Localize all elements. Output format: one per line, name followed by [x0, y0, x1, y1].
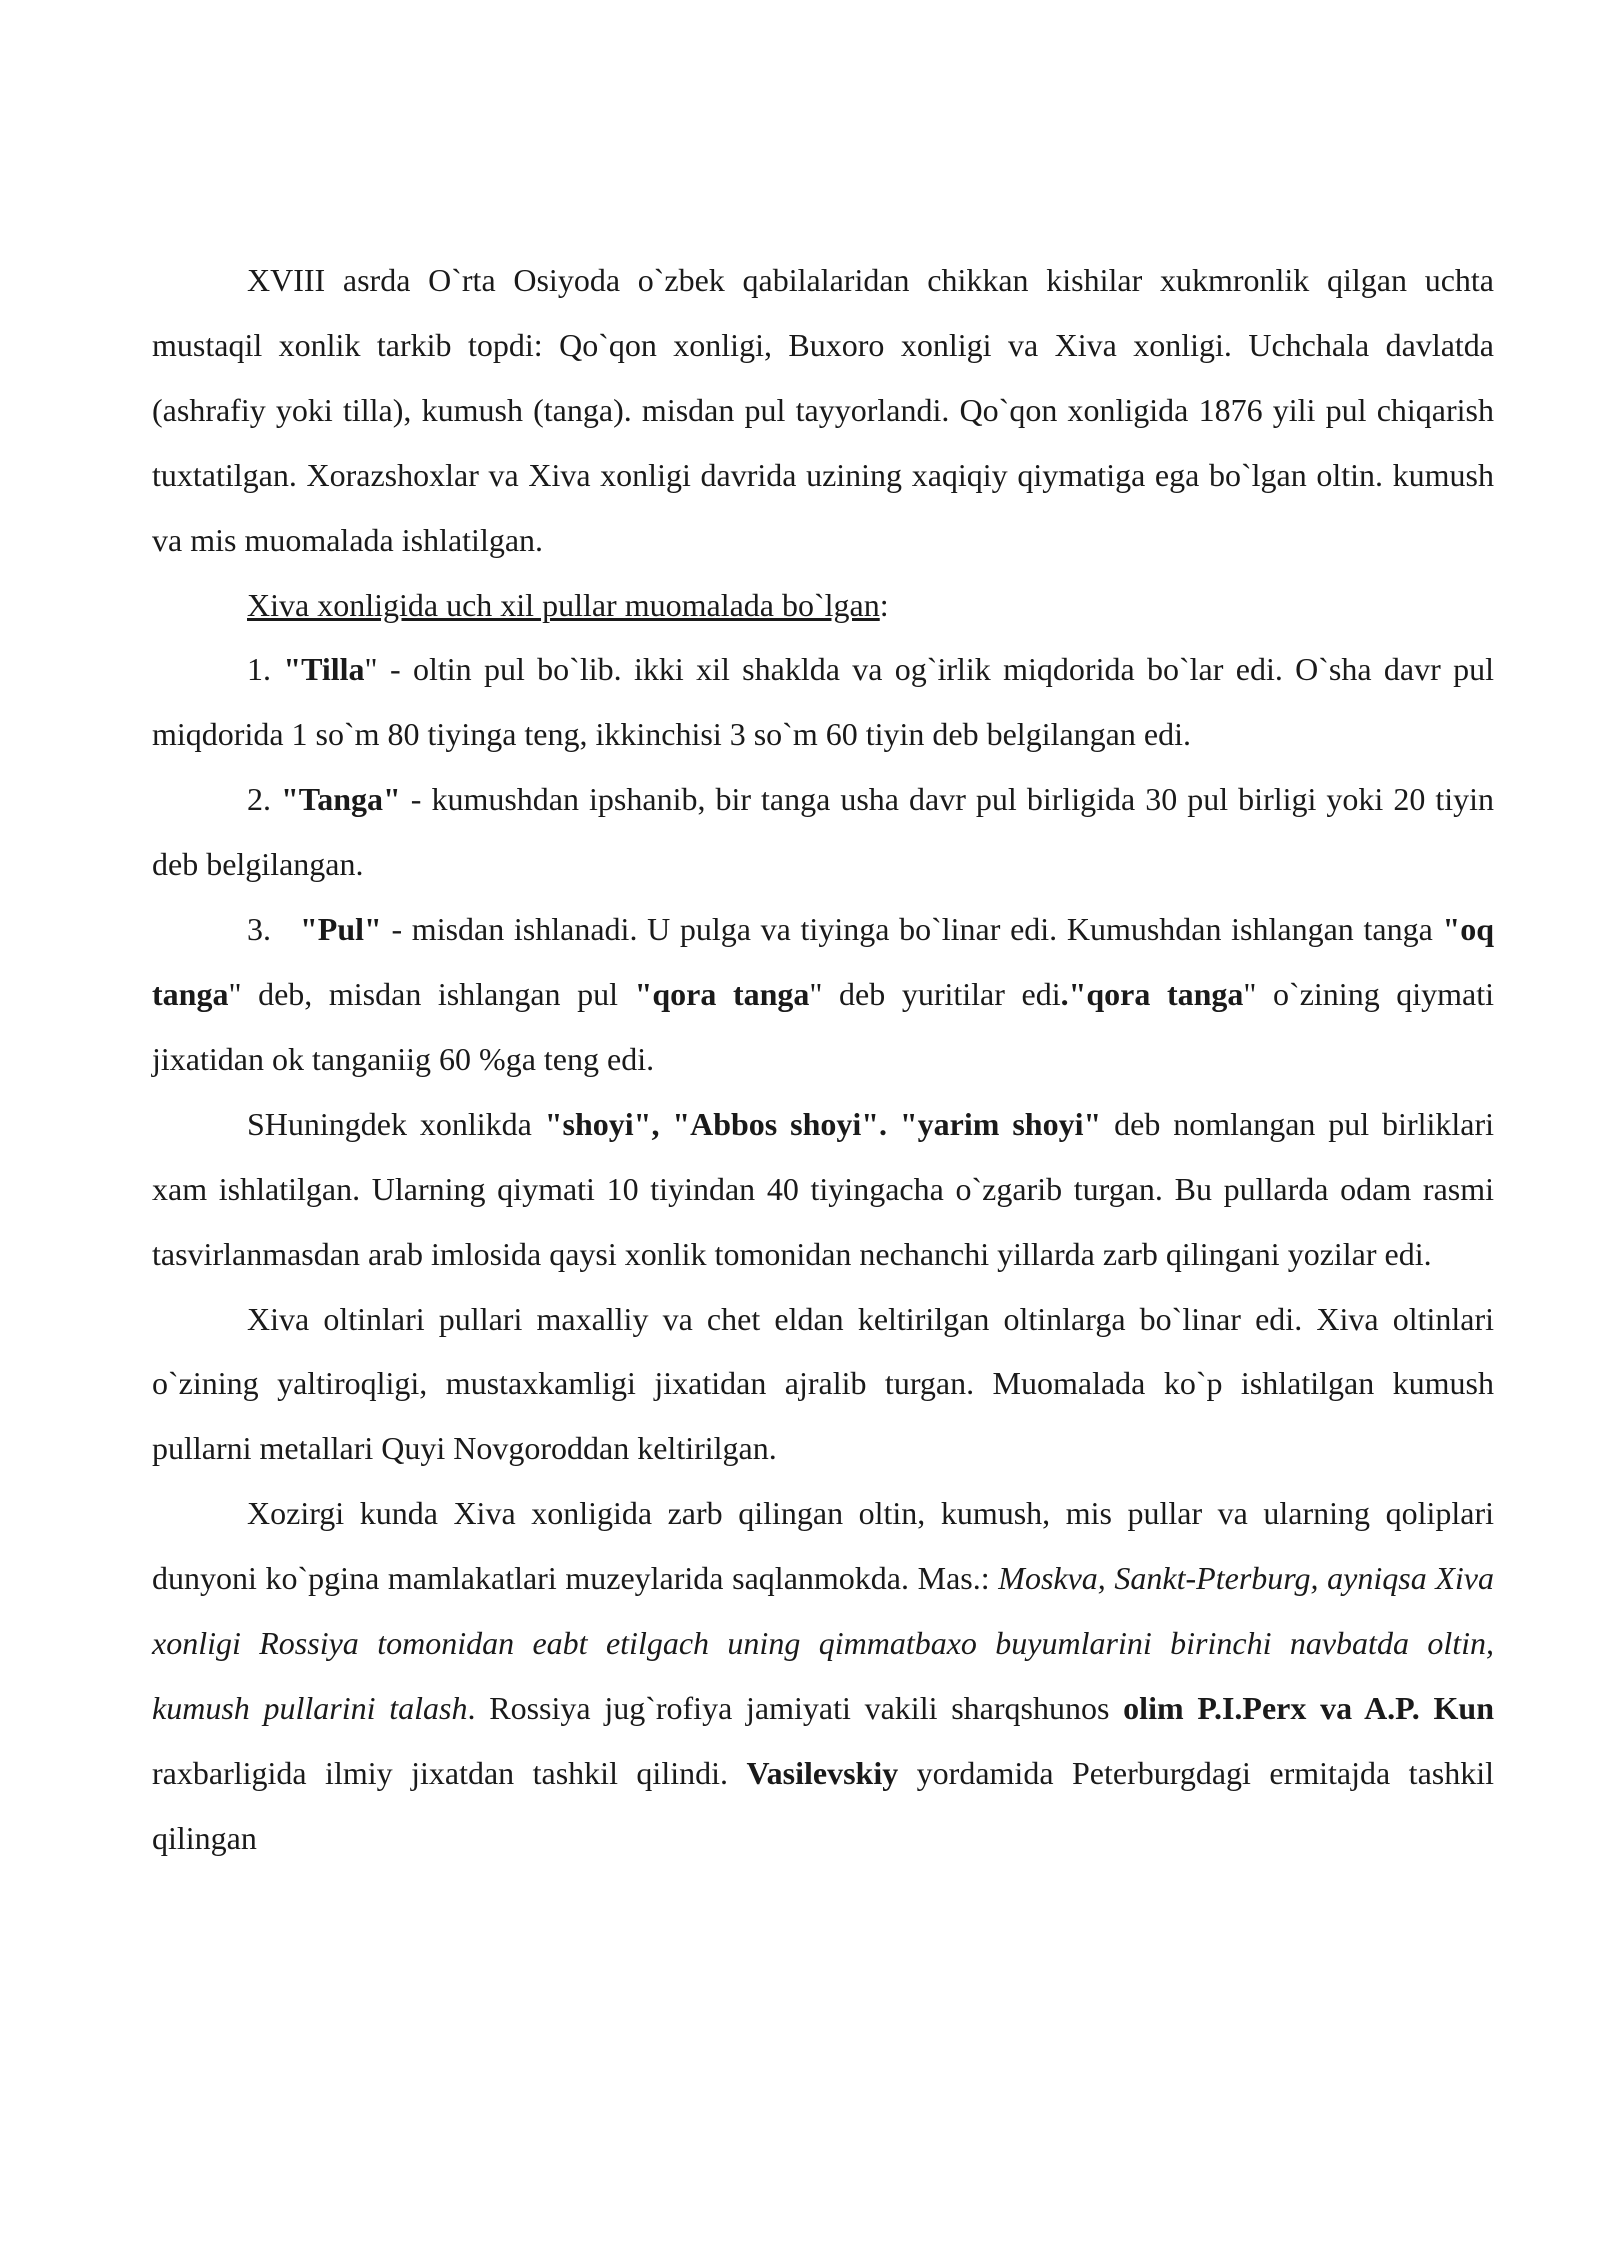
- shoyi-text: SHuningdek xonlikda: [247, 1105, 545, 1142]
- paragraph-tanga: [152, 767, 1494, 897]
- pul-description: - misdan ishlanadi. U pulga va tiyinga bo`linar edi. Kumushdan ishlangan tanga: [381, 911, 1443, 948]
- museums-text: . Rossiya jug`rofiya jamiyati vakili sharqshunos: [467, 1689, 1124, 1726]
- item-number: 1.: [247, 651, 284, 688]
- term-qora-tanga: ."qora tanga: [1060, 975, 1244, 1012]
- term-oq-tanga: "oq tanga: [152, 911, 1495, 1012]
- shoyi-description: deb nomlangan pul birliklari xam ishlatilgan. Ularning qiymati 10 tiyindan 40 tiyingacha o`zgarib turgan. Bu pullarda odam rasmi tasvirlanmasdan arab imlosida qaysi xonlik tomonidan nechanchi yillarda zarb qilingani yozilar edi.: [152, 1105, 1495, 1272]
- tanga-description: - kumushdan ipshanib, bir tanga usha davr pul birligida 30 pul birligi yoki 20 tiyin deb belgilangan.: [152, 781, 1495, 883]
- paragraph-museums: [152, 1481, 1494, 1870]
- item-number: 3.: [247, 911, 301, 948]
- term-pul: "Pul": [300, 911, 382, 948]
- xiva-gold-text: Xiva oltinlari pullari maxalliy va chet eldan keltirilgan oltinlarga bo`linar edi. Xiva oltinlari o`zining yaltiroqligi, mustaxkamligi jixatidan ajralib turgan. Muomalada ko`p ishlatilgan kumush pullarni metallari Quyi Novgoroddan keltirilgan.: [152, 1300, 1494, 1467]
- paragraph-money-types-heading: [152, 573, 1494, 638]
- money-types-heading: Xiva xonligida uch xil pullar muomalada bo`lgan: [247, 586, 880, 623]
- museums-text: raxbarligida ilmiy jixatdan tashkil qilindi.: [152, 1754, 747, 1791]
- museums-text: Xozirgi kunda Xiva xonligida zarb qilingan oltin, kumush, mis pullar va ularning qoliplari dunyoni ko`pgina mamlakatlari muzeylarida saqlanmokda. Mas.:: [152, 1495, 1494, 1597]
- heading-colon: :: [879, 586, 889, 623]
- document-page: [152, 248, 1494, 1871]
- term-shoyi: "shoyi", "Abbos shoyi". "yarim shoyi": [544, 1105, 1102, 1142]
- museums-text: yordamida Peterburgdagi ermitajda tashkil qilingan: [152, 1754, 1495, 1856]
- paragraph-intro: [152, 248, 1494, 573]
- item-number: 2.: [247, 781, 282, 818]
- pul-text: " o`zining qiymati jixatidan ok tanganiig 60 %ga teng edi.: [152, 975, 1495, 1077]
- term-olim: olim P.I.Perx va A.P. Kun: [1123, 1689, 1495, 1726]
- paragraph-xiva-gold: [152, 1287, 1494, 1482]
- paragraph-shoyi: [152, 1092, 1494, 1287]
- paragraph-pul: [152, 897, 1494, 1092]
- intro-text: XVIII asrda O`rta Osiyoda o`zbek qabilalaridan chikkan kishilar xukmronlik qilgan uchta mustaqil xonlik tarkib topdi: Qo`qon xonligi, Buxoro xonligi va Xiva xonligi. Uchchala davlatda (ashrafiy yoki tilla), kumush (tanga). misdan pul tayyorlandi. Qo`qon xonligida 1876 yili pul chiqarish tuxtatilgan. Xorazshoxlar va Xiva xonligi davrida uzining xaqiqiy qiymatiga ega bo`lgan oltin. kumush va mis muomalada ishlatilgan.: [152, 262, 1494, 558]
- term-vasilevskiy: Vasilevskiy: [746, 1754, 899, 1791]
- pul-text: " deb, misdan ishlangan pul: [228, 975, 635, 1012]
- paragraph-tilla: [152, 637, 1494, 767]
- pul-text: " deb yuritilar edi: [809, 975, 1061, 1012]
- term-tanga: "Tanga": [281, 781, 401, 818]
- museums-italic: Moskva, Sankt-Pterburg, ayniqsa Xiva xonligi Rossiya tomonidan eabt etilgach uning qimmatbaxo buyumlarini birinchi navbatda oltin, kumush pullarini talash: [152, 1560, 1495, 1726]
- tilla-description: " - oltin pul bo`lib. ikki xil shaklda va og`irlik miqdorida bo`lar edi. O`sha davr pul miqdorida 1 so`m 80 tiyinga teng, ikkinchisi 3 so`m 60 tiyin deb belgilangan edi.: [152, 651, 1495, 753]
- term-tilla: "Tilla: [283, 651, 365, 688]
- term-qora-tanga: "qora tanga: [634, 975, 810, 1012]
